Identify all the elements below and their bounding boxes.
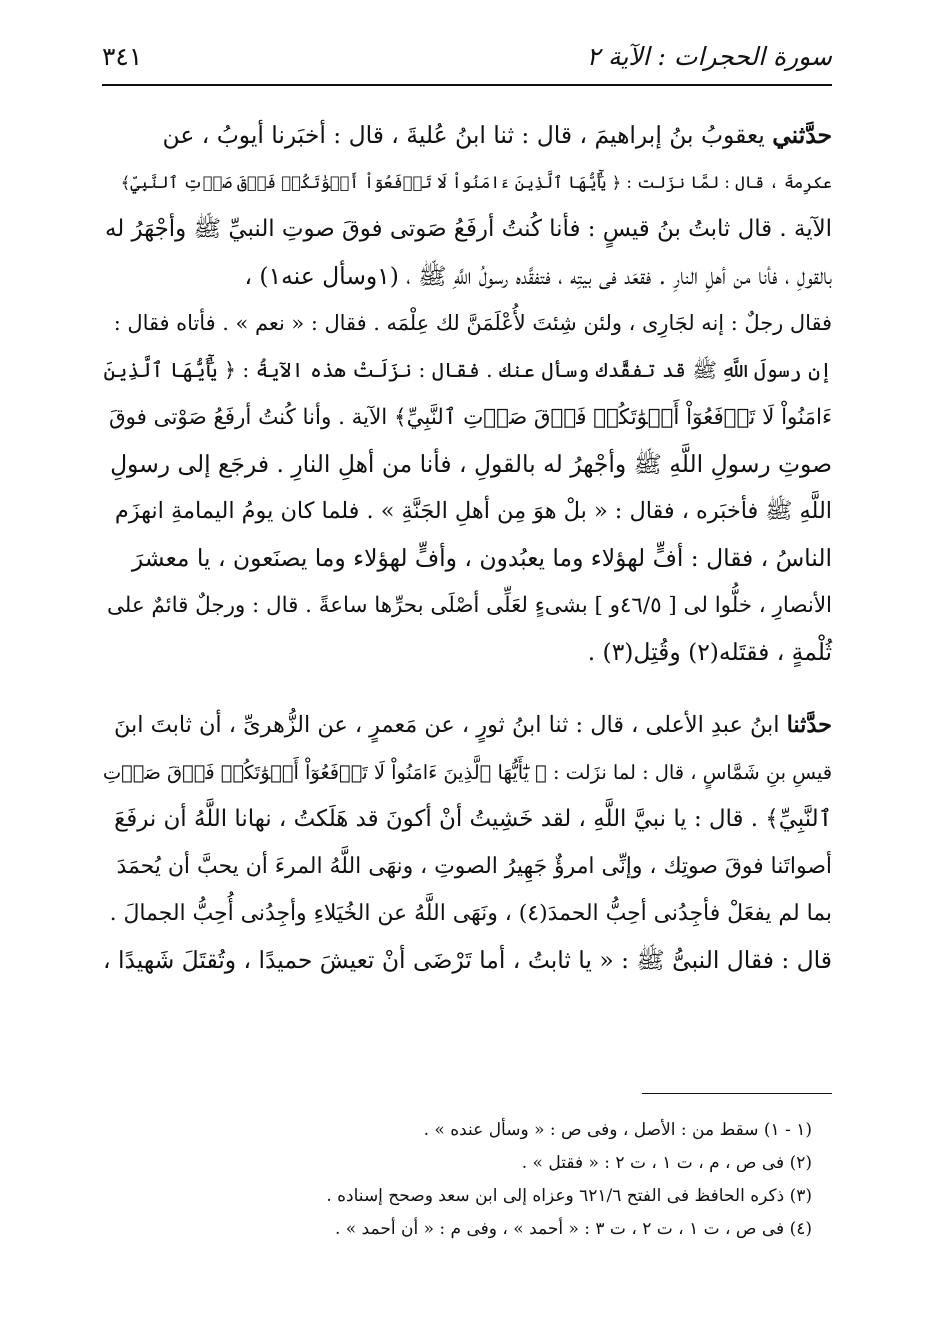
footnote: (٤) فى ص ، ت ١ ، ت ٢ ، ت ٣ : « أحمد » ، وفى م : « أن أحمد » . — [334, 1219, 812, 1239]
main-text — [102, 112, 832, 984]
text-line: الآية . قال ثابتُ بنُ قيسٍ : فأنا كُنتُ أرفَعُ صَوتى فوقَ صوتِ النبيِّ ﷺ وأجْهَرُ له — [104, 216, 832, 242]
text-line: ءَامَنُواْ لَا تَرۡفَعُوٓاْ أَصۡوَٰتَكُمۡ فَوۡقَ صَوۡتِ ٱلنَّبِيِّ﴾ الآية . وأنا كُنتُ أرفَعُ صَوْتى فوقَ — [108, 405, 832, 430]
running-header — [102, 34, 832, 78]
footnote-rule — [642, 1093, 832, 1094]
page-number: ٣٤١ — [102, 41, 143, 71]
footnote: (١ - ١) سقط من : الأصل ، وفى ص : « وسأل عنده » . — [423, 1120, 812, 1140]
hadith-paragraph-2 — [102, 702, 832, 984]
text-line: فقال رجلٌ : إنه لجَارِى ، ولئن شِئتَ لأُعْلَمَنَّ لك عِلْمَه . فقال : « نعم » . فأتاه فقال : — [113, 311, 832, 335]
text-line: حدَّثني يعقوبُ بنُ إبراهيمَ ، قال : ثنا ابنُ عُليةَ ، قال : أخبَرنا أيوبُ ، عن — [162, 121, 832, 149]
text-line: حدَّثنا ابنُ عبدِ الأعلى ، قال : ثنا ابنُ ثورٍ ، عن مَعمرٍ ، عن الزُّهرىِّ ، أن ثابتَ ابنَ — [113, 712, 832, 738]
footnote: (٣) ذكره الحافظ فى الفتح ٦٢١/٦ وعزاه إلى ابن سعد وصحح إسناده . — [326, 1186, 812, 1206]
text-line: اللَّهِ ﷺ فأخبَره ، فقال : « بلْ هوَ مِن أهلِ الجَنَّةِ » . فلما كان يومُ اليمامةِ انهزَم — [114, 498, 832, 524]
footnote: (٢) فى ص ، م ، ت ١ ، ت ٢ : « فقتل » . — [521, 1153, 812, 1173]
isnad-lead: حدَّثنا — [786, 712, 832, 738]
text-line: الناسُ ، فقال : أفٍّ لهؤلاء وما يعبُدون ، وأفٍّ لهؤلاء وما يصنَعون ، يا معشرَ — [131, 544, 832, 572]
text-line: أصواتَنا فوقَ صوتِك ، وإنِّى امرؤٌ جَهِيرُ الصوتِ ، ونهَى اللَّهُ المرءَ أن يحبَّ أن يُحمَدَ — [116, 854, 832, 879]
text-line: ٱلنَّبِيِّ﴾ . قال : يا نبيَّ اللَّهِ ، لقد خَشِيتُ أنْ أكونَ قد هَلَكتُ ، نهانا اللَّهُ أن نرفَعَ — [114, 806, 832, 832]
header-rule — [102, 84, 832, 86]
text-line: قيسِ بنِ شَمَّاسٍ ، قال : لما نزَلت : ﴿ يَٰٓأَيُّهَا ٱلَّذِينَ ءَامَنُواْ لَا تَرۡفَعُوٓاْ أَصۡوَٰتَكُمۡ فَوۡقَ صَوۡتِ — [102, 761, 832, 784]
text-line: الأنصارِ ، خلُّوا لى [ ٤٦/٥و ] بشىءٍ لعَلِّى أصْلَى بحرِّها ساعةً . قال : ورجلٌ قائمٌ على — [106, 593, 832, 618]
text-line: عكرِمةَ ، قال : لمَّا نزَلت : ﴿ يَٰٓأَيُّهَا ٱلَّذِينَ ءَامَنُواْ لَا تَرۡفَعُوٓاْ أَصۡوَٰتَكُمۡ فَوۡقَ صَوۡتِ ٱلنَّبِيِّ﴾ — [120, 173, 832, 192]
isnad-lead: حدَّثني — [772, 121, 832, 149]
text-line: ثُلْمةٍ ، فقتَله(٢) وقُتِل(٣) . — [587, 638, 832, 666]
footnotes — [102, 1114, 812, 1246]
chapter-title: سورة الحجرات : الآية ٢ — [586, 41, 832, 71]
text-line: بالقولِ ، فأنا من أهلِ النارِ . فقعَد فى بيتِه ، فتفقَّده رسولُ اللَّهِ ﷺ ، (١وسأل عنه١) ، — [244, 262, 832, 290]
hadith-paragraph-1 — [102, 112, 832, 676]
text-line: إن رسولَ اللَّهِ ﷺ قد تفقَّدك وسأل عنك . فقال : نزَلَتْ هذه الآيةُ : ﴿ يَٰٓأَيُّهَا ٱلَّذِينَ — [103, 358, 832, 382]
text-line: صوتِ رسولِ اللَّهِ ﷺ وأجْهرُ له بالقولِ ، فأنا من أهلِ النارِ . فرجَع إلى رسولِ — [110, 450, 832, 478]
text-line: قال : فقال النبىُّ ﷺ : « يا ثابتُ ، أما تَرْضَى أنْ تعيشَ حميدًا ، وتُقتَلَ شَهيدًا ، — [103, 946, 832, 974]
text-line: بما لم يفعَلْ فأجِدُنى أحِبُّ الحمدَ(٤) ، ونَهَى اللَّهُ عن الخُيَلاءِ وأجِدُنى أُحِبُّ الجمالَ . — [109, 901, 832, 926]
